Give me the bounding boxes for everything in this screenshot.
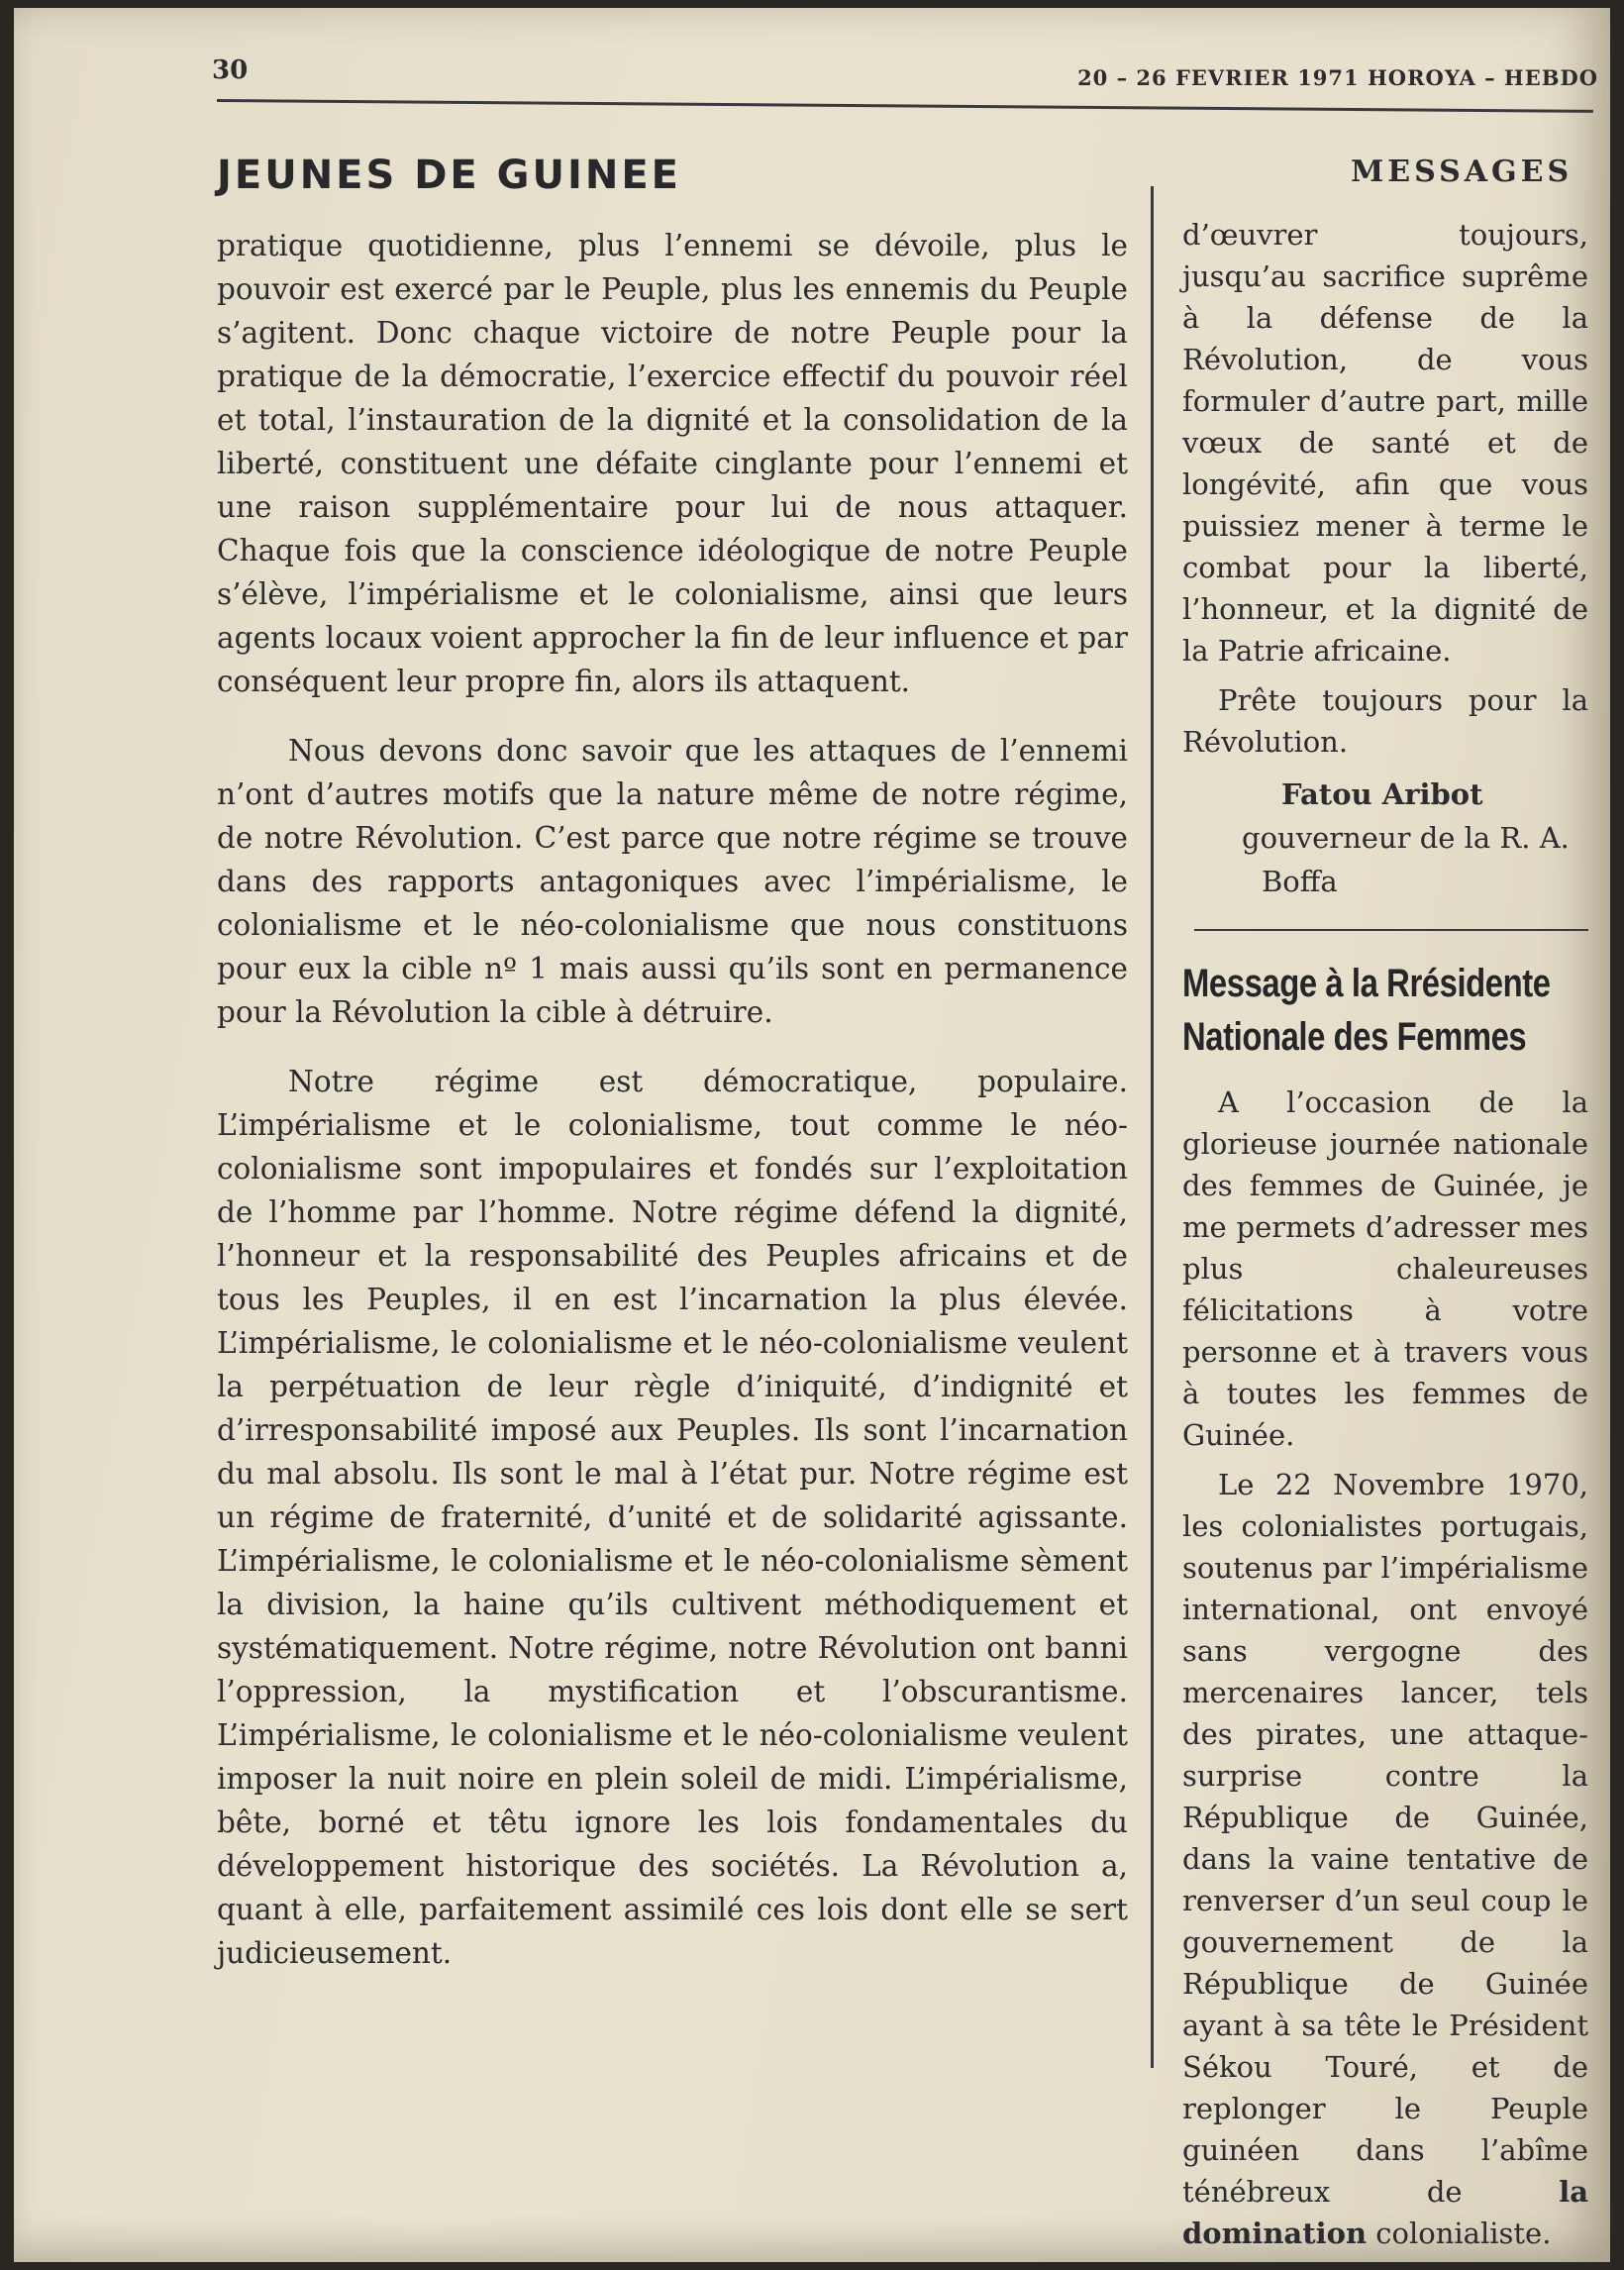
message-closing: Prête toujours pour la Révolution. — [1182, 683, 1588, 759]
article-paragraph-2: Nous devons donc savoir que les attaques de l’ennemi n’ont d’autres motifs que la nature même de notre régime, de notre Révolution. C’est parce que notre régime se trouve dans des rapports antagoniques avec l’impérialisme, le colonialisme et le néo-colonialisme que nous constituons pour eux la cible nº 1 mais aussi qu’ils sont en permanence pour la Révolution la cible à détruire. — [217, 734, 1128, 1029]
header-rule — [217, 99, 1593, 113]
section-title: JEUNES DE GUINEE — [217, 153, 681, 198]
signature-block — [1182, 773, 1588, 903]
column-divider — [1151, 186, 1154, 2068]
message-continued-text: d’œuvrer toujours, jusqu’au sacrifice suprême à la défense de la Révolution, de vous formuler d’autre part, mille vœux de santé et de longévité, afin que vous puissiez mener à terme le combat pour la liberté, l’honneur, et la dignité de la Patrie africaine. — [1182, 218, 1588, 668]
newspaper-page — [14, 8, 1610, 2262]
article-paragraph-3: Notre régime est démocratique, populaire. L’impérialisme et le colonialisme, tout comme le néo-colonialisme sont impopulaires et fondés sur l’exploitation de l’homme par l’homme. Notre régime défend la dignité, l’honneur et la responsabilité des Peuples africains et de tous les Peuples, il en est l’incarnation la plus élevée. L’impérialisme, le colonialisme et le néo-colonialisme veulent la perpétuation de leur règle d’iniquité, d’indignité et d’irresponsabilité imposé aux Peuples. Ils sont l’incarnation du mal absolu. Ils sont le mal à l’état pur. Notre régime est un régime de fraternité, d’unité et de solidarité agissante. L’impérialisme, le colonialisme et le néo-colonialisme sèment la division, la haine qu’ils cultivent méthodiquement et systématiquement. Notre régime, notre Révolution ont banni l’oppression, la mystification et l’obscurantisme. L’impérialisme, le colonialisme et le néo-colonialisme veulent imposer la nuit noire en plein soleil de midi. L’impérialisme, bête, borné et têtu ignore les lois fondamentales du développement historique des sociétés. La Révolution a, quant à elle, parfaitement assimilé ces lois dont elle se sert judicieusement. — [217, 1065, 1128, 1970]
signature-title: gouverneur de la R. A. — [1242, 821, 1570, 855]
message2-paragraph-1: A l’occasion de la glorieuse journée nationale des femmes de Guinée, je me permets d’adresser mes plus chaleureuses félicitations à votre personne et à travers vous à toutes les femmes de Guinée. — [1182, 1085, 1588, 1452]
article-paragraph-1: pratique quotidienne, plus l’ennemi se dévoile, plus le pouvoir est exercé par le Peuple, plus les ennemis du Peuple s’agitent. Donc chaque victoire de notre Peuple pour la pratique de la démocratie, l’exercice effectif du pouvoir réel et total, l’instauration de la dignité et la consolidation de la liberté, constituent une défaite cinglante pour l’ennemi et une raison supplémentaire pour lui de nous attaquer. Chaque fois que la conscience idéologique de notre Peuple s’élève, l’impérialisme et le colonialisme, ainsi que leurs agents locaux voient approcher la fin de leur influence et par conséquent leur propre fin, alors ils attaquent. — [217, 229, 1128, 698]
main-article — [217, 224, 1128, 2001]
message-title-line-2: Nationale des Femmes — [1182, 1015, 1527, 1059]
messages-column — [1182, 214, 1588, 2262]
page-number: 30 — [212, 55, 249, 85]
message-title — [1182, 957, 1588, 1064]
message-separator-rule — [1194, 929, 1588, 931]
message2-last-words: colonialiste. — [1367, 2217, 1552, 2250]
message2-bold-phrase: la domination — [1182, 2175, 1588, 2250]
signature-place: Boffa — [1262, 865, 1338, 898]
issue-date-line: 20 – 26 FEVRIER 1971 HOROYA – HEBDO — [1077, 65, 1598, 90]
message2-paragraph-2-text: Le 22 Novembre 1970, les colonialistes portugais, soutenus par l’impérialisme international, ont envoyé sans vergogne des mercenaires lancer, tels des pirates, une attaque-surprise contre la République de Guinée, dans la vaine tentative de renverser d’un seul coup le gouvernement de la République de Guinée ayant à sa tête le Président Sékou Touré, et de replonger le Peuple guinéen dans l’abîme ténébreux de — [1182, 1468, 1588, 2209]
messages-kicker: MESSAGES — [1351, 155, 1573, 189]
message-title-line-1: Message à la Rrésidente — [1182, 962, 1551, 1005]
message2-paragraph-2 — [1182, 1464, 1588, 2254]
page-header — [212, 55, 1598, 95]
signature-name: Fatou Aribot — [1281, 777, 1483, 811]
